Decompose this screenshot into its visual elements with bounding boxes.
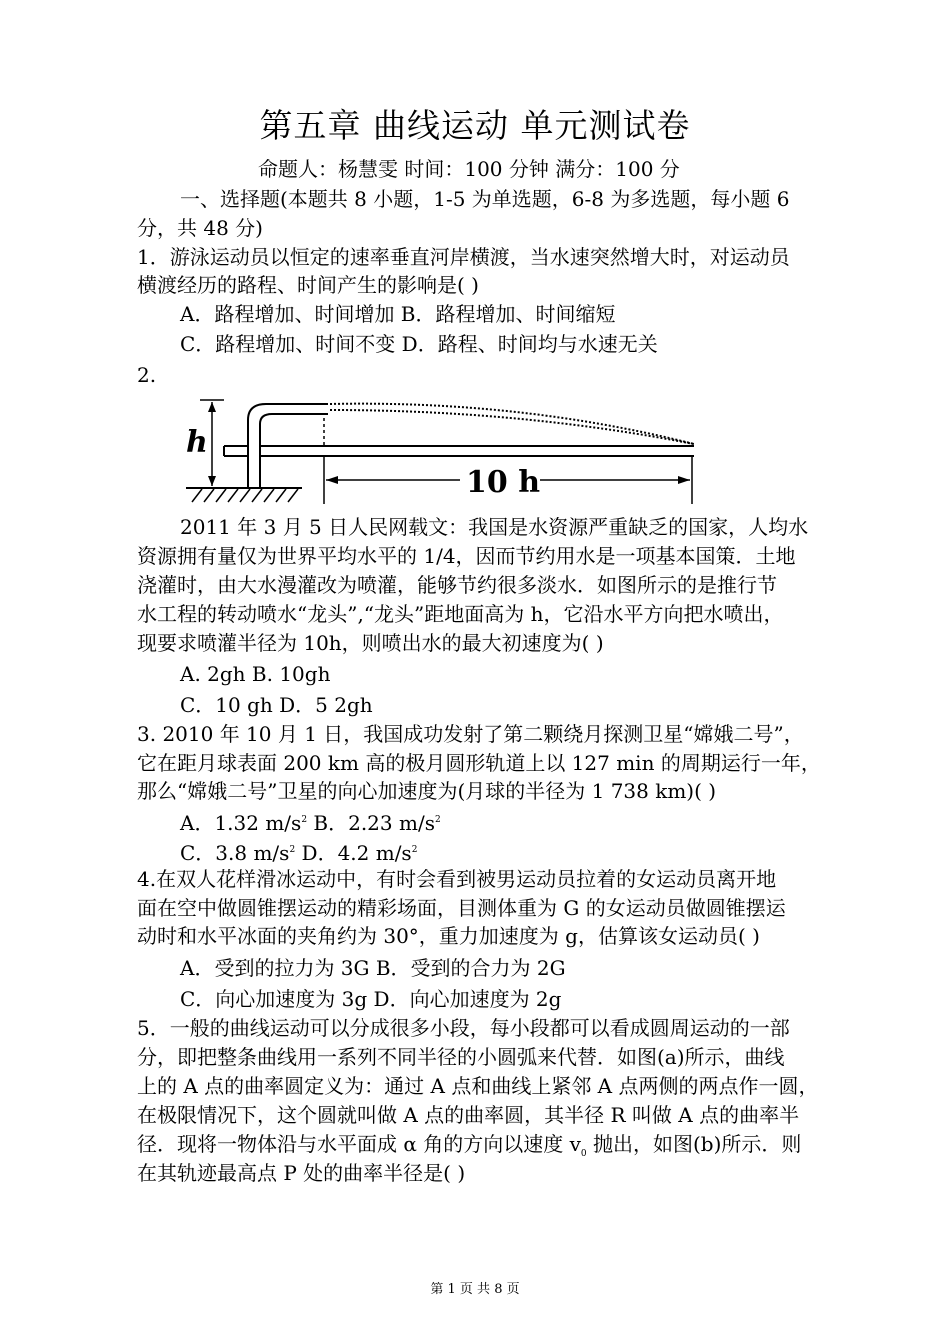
q3-stem-line2: 它在距月球表面 200 km 高的极月圆形轨道上以 127 min 的周期运行一年，	[137, 751, 821, 775]
q1-options-cd: C．路程增加、时间不变 D．路程、时间均与水速无关	[180, 332, 658, 356]
q1-options-ab: A．路程增加、时间增加 B．路程增加、时间缩短	[180, 302, 616, 326]
q3-option-b: B．2.23 m/s	[313, 811, 435, 835]
q5-stem-line2: 分，即把整条曲线用一系列不同半径的小圆弧来代替．如图(a)所示，曲线	[137, 1045, 785, 1069]
v0-subscript: 0	[580, 1149, 587, 1159]
ground-hatching	[192, 489, 298, 502]
section-heading-line1: 一、选择题(本题共 8 小题，1-5 为单选题，6-8 为多选题，每小题 6	[180, 187, 790, 211]
q3-stem-line1: 3. 2010 年 10 月 1 日，我国成功发射了第二颗绕月探测卫星“嫦娥二号”，	[137, 722, 804, 746]
q2-text-line4: 水工程的转动喷水“龙头”,“龙头”距地面高为 h，它沿水平方向把水喷出，	[137, 602, 784, 626]
water-spray-upper	[330, 404, 694, 444]
q3-options-cd	[180, 836, 417, 867]
q3-option-c: C．3.8 m/s	[180, 841, 290, 865]
q4-options-cd: C．向心加速度为 3g D．向心加速度为 2g	[180, 987, 562, 1011]
exam-meta: 命题人：杨慧雯 时间：100 分钟 满分：100 分	[258, 157, 680, 181]
q2-text-line3: 浇灌时，由大水漫灌改为喷灌，能够节约很多淡水．如图所示的是推行节	[137, 573, 777, 597]
h-arrow-up	[208, 402, 216, 412]
h-label: h	[186, 425, 208, 460]
q2-options-ab: A. 2gh B. 10gh	[180, 662, 331, 686]
page-footer: 第 1 页 共 8 页	[430, 1282, 520, 1297]
q3-option-d: D．4.2 m/s	[301, 841, 412, 865]
q1-stem-line2: 横渡经历的路程、时间产生的影响是( )	[137, 273, 479, 297]
q3-option-d-exp: 2	[411, 845, 418, 855]
q4-stem-line3: 动时和水平冰面的夹角约为 30°，重力加速度为 g，估算该女运动员( )	[137, 924, 760, 948]
q3-option-a-exp: 2	[301, 815, 308, 825]
sprinkler-figure	[180, 390, 702, 512]
q3-options-ab	[180, 806, 441, 837]
h-arrow-down	[208, 476, 216, 486]
q2-text-line1: 2011 年 3 月 5 日人民网载文：我国是水资源严重缺乏的国家，人均水	[180, 515, 809, 539]
distance-arrow-right	[678, 476, 690, 484]
q5-stem-line1: 5．一般的曲线运动可以分成很多小段，每小段都可以看成圆周运动的一部	[137, 1016, 790, 1040]
section-heading-line2: 分，共 48 分)	[137, 216, 263, 240]
q5-stem-line4: 在极限情况下，这个圆就叫做 A 点的曲率圆，其半径 R 叫做 A 点的曲率半	[137, 1103, 800, 1127]
q1-stem-line1: 1．游泳运动员以恒定的速率垂直河岸横渡，当水速突然增大时，对运动员	[137, 245, 790, 269]
water-spray-lower	[330, 410, 694, 444]
q5-stem-line6: 在其轨迹最高点 P 处的曲率半径是( )	[137, 1161, 466, 1185]
q3-option-a: A．1.32 m/s	[180, 811, 302, 835]
q2-number: 2.	[137, 363, 157, 387]
q4-stem-line2: 面在空中做圆锥摆运动的精彩场面，目测体重为 G 的女运动员做圆锥摆运	[137, 896, 786, 920]
q4-options-ab: A．受到的拉力为 3G B．受到的合力为 2G	[180, 956, 566, 980]
pipe-inner	[260, 414, 328, 488]
q4-stem-line1: 4.在双人花样滑冰运动中，有时会看到被男运动员拉着的女运动员离开地	[137, 867, 777, 891]
distance-arrow-left	[326, 476, 338, 484]
q3-option-b-exp: 2	[434, 815, 441, 825]
q3-option-c-exp: 2	[289, 845, 296, 855]
q2-options-cd: C．10 gh D．5 2gh	[180, 693, 373, 717]
distance-label: 10 h	[466, 465, 541, 500]
q5-stem-line5: 径．现将一物体沿与水平面成 α 角的方向以速度 $v_0$ 抛出，如图(b)所示．则	[137, 1132, 802, 1159]
q5-stem-line3: 上的 A 点的曲率圆定义为：通过 A 点和曲线上紧邻 A 点两侧的两点作一圆，	[137, 1074, 819, 1098]
q3-stem-line3: 那么“嫦娥二号”卫星的向心加速度为(月球的半径为 1 738 km)( )	[137, 779, 717, 803]
page-title: 第五章 曲线运动 单元测试卷	[259, 106, 691, 145]
q2-text-line5: 现要求喷灌半径为 10h，则喷出水的最大初速度为( )	[137, 631, 604, 655]
q2-text-line2: 资源拥有量仅为世界平均水平的 1/4，因而节约用水是一项基本国策．土地	[137, 544, 796, 568]
